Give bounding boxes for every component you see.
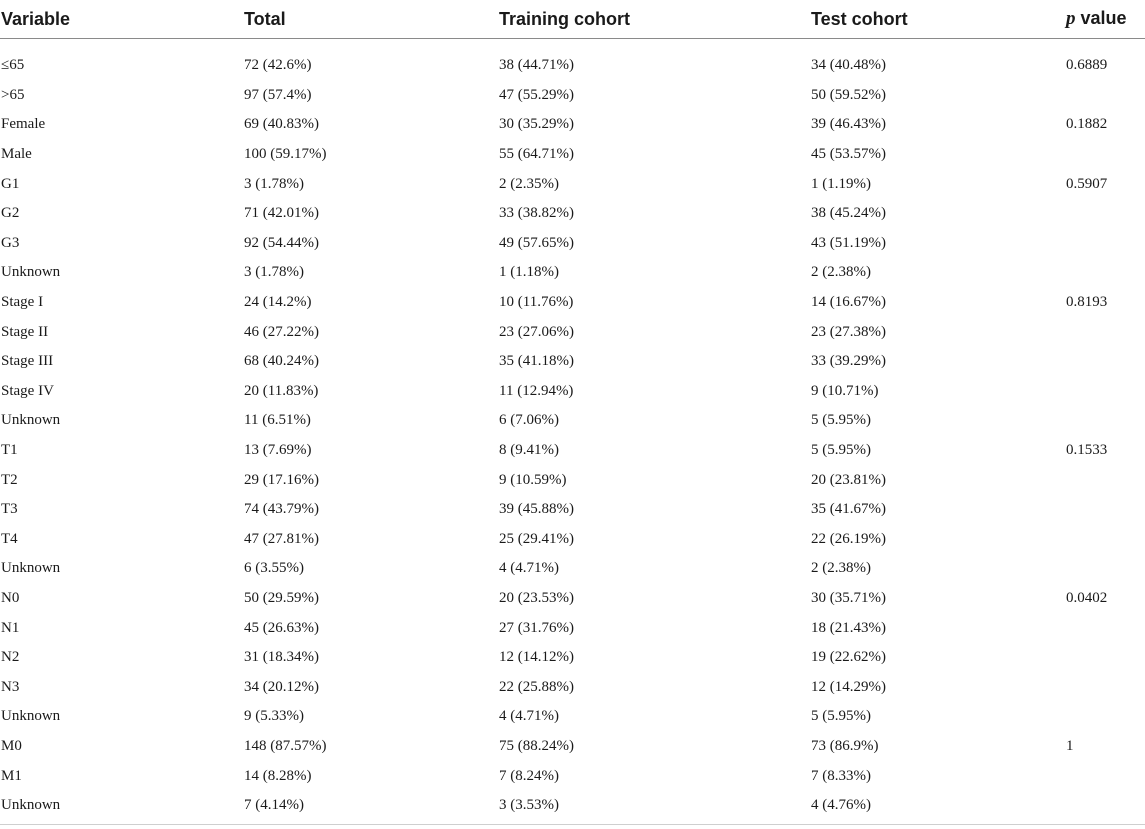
cell-variable: G3 bbox=[1, 234, 20, 251]
table-row bbox=[0, 584, 1145, 614]
cell-training-cohort: 12 (14.12%) bbox=[499, 649, 574, 666]
header-total: Total bbox=[243, 0, 498, 39]
cell-variable: Stage I bbox=[1, 294, 44, 311]
table-row bbox=[0, 317, 1145, 347]
cell-test-cohort: 4 (4.76%) bbox=[810, 791, 1065, 825]
cell-test-cohort: 23 (27.38%) bbox=[811, 323, 886, 340]
table-row bbox=[0, 554, 1145, 584]
cell-training-cohort: 22 (25.88%) bbox=[499, 678, 574, 695]
cell-training-cohort: 11 (12.94%) bbox=[499, 382, 574, 399]
cell-variable: N2 bbox=[1, 649, 20, 666]
cell-variable: >65 bbox=[1, 86, 25, 103]
cell-variable: T2 bbox=[1, 471, 18, 488]
cell-p-value bbox=[1065, 702, 1145, 732]
cell-p-value: 0.1533 bbox=[1066, 442, 1108, 459]
cell-test-cohort: 43 (51.19%) bbox=[811, 234, 886, 251]
cell-variable: Unknown bbox=[0, 791, 243, 825]
cell-test-cohort: 14 (16.67%) bbox=[811, 294, 886, 311]
cell-test-cohort: 50 (59.52%) bbox=[811, 86, 886, 103]
cell-training-cohort: 4 (4.71%) bbox=[499, 708, 559, 725]
cell-total: 9 (5.33%) bbox=[244, 708, 304, 725]
cell-test-cohort: 30 (35.71%) bbox=[811, 589, 886, 606]
table-row bbox=[0, 258, 1145, 288]
cell-p-value: 0.1882 bbox=[1066, 116, 1108, 133]
cell-test-cohort: 33 (39.29%) bbox=[811, 353, 886, 370]
header-p-label: value bbox=[1075, 8, 1127, 28]
cell-training-cohort: 39 (45.88%) bbox=[499, 501, 574, 518]
table-row bbox=[0, 761, 1145, 791]
cell-p-value bbox=[1065, 229, 1145, 259]
cell-training-cohort: 9 (10.59%) bbox=[499, 471, 567, 488]
table-row bbox=[0, 347, 1145, 377]
cell-total: 74 (43.79%) bbox=[244, 501, 319, 518]
cell-training-cohort: 6 (7.06%) bbox=[499, 412, 559, 429]
table-body bbox=[0, 39, 1145, 825]
cell-training-cohort: 30 (35.29%) bbox=[499, 116, 574, 133]
cell-p-value: 0.5907 bbox=[1066, 175, 1108, 192]
cell-test-cohort: 39 (46.43%) bbox=[811, 116, 886, 133]
cell-p-value bbox=[1065, 317, 1145, 347]
cell-total: 47 (27.81%) bbox=[244, 530, 319, 547]
cell-total: 20 (11.83%) bbox=[244, 382, 319, 399]
cell-training-cohort: 75 (88.24%) bbox=[499, 737, 574, 754]
table-header bbox=[0, 0, 1145, 39]
cell-training-cohort: 23 (27.06%) bbox=[499, 323, 574, 340]
cell-variable: Male bbox=[1, 146, 32, 163]
cell-p-value bbox=[1065, 140, 1145, 170]
table-row bbox=[0, 140, 1145, 170]
cell-variable: N3 bbox=[1, 678, 20, 695]
cell-variable: G1 bbox=[1, 175, 20, 192]
table-row bbox=[0, 525, 1145, 555]
cell-variable: T3 bbox=[1, 501, 18, 518]
cell-test-cohort: 2 (2.38%) bbox=[811, 264, 871, 281]
header-training-cohort: Training cohort bbox=[498, 0, 810, 39]
cell-training-cohort: 38 (44.71%) bbox=[499, 57, 574, 74]
cell-test-cohort: 9 (10.71%) bbox=[811, 382, 879, 399]
cell-training-cohort: 2 (2.35%) bbox=[499, 175, 559, 192]
cell-total: 29 (17.16%) bbox=[244, 471, 319, 488]
cell-training-cohort: 3 (3.53%) bbox=[498, 791, 810, 825]
cell-variable: M1 bbox=[1, 767, 22, 784]
cell-total: 69 (40.83%) bbox=[244, 116, 319, 133]
cell-training-cohort: 35 (41.18%) bbox=[499, 353, 574, 370]
cell-p-value bbox=[1065, 347, 1145, 377]
cell-p-value bbox=[1065, 761, 1145, 791]
cell-p-value bbox=[1065, 495, 1145, 525]
cell-variable: Unknown bbox=[1, 412, 61, 429]
cell-total: 72 (42.6%) bbox=[244, 57, 312, 74]
cell-p-value: 0.0402 bbox=[1066, 589, 1108, 606]
table-row bbox=[0, 288, 1145, 318]
cell-training-cohort: 33 (38.82%) bbox=[499, 205, 574, 222]
header-variable: Variable bbox=[0, 0, 243, 39]
cell-test-cohort: 1 (1.19%) bbox=[811, 175, 871, 192]
cell-test-cohort: 5 (5.95%) bbox=[811, 442, 871, 459]
cell-variable: N1 bbox=[1, 619, 20, 636]
table-row bbox=[0, 702, 1145, 732]
cell-test-cohort: 7 (8.33%) bbox=[811, 767, 871, 784]
cell-total: 6 (3.55%) bbox=[244, 560, 304, 577]
cell-p-value bbox=[1065, 525, 1145, 555]
cell-p-value bbox=[1065, 465, 1145, 495]
header-test-cohort: Test cohort bbox=[810, 0, 1065, 39]
header-p-value bbox=[1065, 0, 1145, 39]
cell-training-cohort: 27 (31.76%) bbox=[499, 619, 574, 636]
table-row bbox=[0, 110, 1145, 140]
table-row bbox=[0, 643, 1145, 673]
cell-variable: T4 bbox=[1, 530, 18, 547]
cell-test-cohort: 5 (5.95%) bbox=[811, 708, 871, 725]
cell-total: 68 (40.24%) bbox=[244, 353, 319, 370]
cell-variable: Stage III bbox=[1, 353, 54, 370]
table-row bbox=[0, 465, 1145, 495]
table-row bbox=[0, 39, 1145, 81]
cell-total: 148 (87.57%) bbox=[244, 737, 327, 754]
cell-p-value: 0.6889 bbox=[1066, 57, 1108, 74]
cell-total: 14 (8.28%) bbox=[244, 767, 312, 784]
cell-variable: ≤65 bbox=[1, 57, 25, 74]
cell-p-value bbox=[1065, 554, 1145, 584]
cell-p-value bbox=[1065, 791, 1145, 825]
cell-test-cohort: 18 (21.43%) bbox=[811, 619, 886, 636]
cell-total: 100 (59.17%) bbox=[244, 146, 327, 163]
cell-test-cohort: 19 (22.62%) bbox=[811, 649, 886, 666]
table-row bbox=[0, 732, 1145, 762]
cell-total: 50 (29.59%) bbox=[244, 589, 319, 606]
cell-training-cohort: 4 (4.71%) bbox=[499, 560, 559, 577]
cell-variable: G2 bbox=[1, 205, 20, 222]
cell-training-cohort: 47 (55.29%) bbox=[499, 86, 574, 103]
cell-total: 34 (20.12%) bbox=[244, 678, 319, 695]
cell-p-value bbox=[1065, 199, 1145, 229]
cell-p-value bbox=[1065, 258, 1145, 288]
cell-total: 45 (26.63%) bbox=[244, 619, 319, 636]
table-row bbox=[0, 613, 1145, 643]
table-row bbox=[0, 81, 1145, 111]
table-row bbox=[0, 199, 1145, 229]
cell-test-cohort: 73 (86.9%) bbox=[811, 737, 879, 754]
table-row bbox=[0, 377, 1145, 407]
table-row bbox=[0, 495, 1145, 525]
cell-p-value bbox=[1065, 81, 1145, 111]
cell-p-value bbox=[1065, 643, 1145, 673]
cell-variable: N0 bbox=[1, 589, 20, 606]
table-row bbox=[0, 406, 1145, 436]
cell-training-cohort: 1 (1.18%) bbox=[499, 264, 559, 281]
cell-p-value: 0.8193 bbox=[1066, 294, 1108, 311]
cell-total: 7 (4.14%) bbox=[243, 791, 498, 825]
cell-p-value: 1 bbox=[1066, 737, 1074, 754]
cell-p-value bbox=[1065, 406, 1145, 436]
table-row bbox=[0, 169, 1145, 199]
cell-total: 11 (6.51%) bbox=[244, 412, 311, 429]
cell-variable: Female bbox=[1, 116, 46, 133]
cell-variable: T1 bbox=[1, 442, 18, 459]
table-row bbox=[0, 229, 1145, 259]
cell-total: 13 (7.69%) bbox=[244, 442, 312, 459]
cell-variable: Stage IV bbox=[1, 382, 54, 399]
cell-training-cohort: 8 (9.41%) bbox=[499, 442, 559, 459]
cell-test-cohort: 2 (2.38%) bbox=[811, 560, 871, 577]
table-row bbox=[0, 436, 1145, 466]
cell-total: 3 (1.78%) bbox=[244, 264, 304, 281]
cell-variable: Unknown bbox=[1, 708, 61, 725]
header-p-symbol: p bbox=[1066, 8, 1076, 29]
cell-variable: Unknown bbox=[1, 560, 61, 577]
cell-training-cohort: 55 (64.71%) bbox=[499, 146, 574, 163]
table-row bbox=[0, 791, 1145, 825]
cell-total: 71 (42.01%) bbox=[244, 205, 319, 222]
cell-training-cohort: 7 (8.24%) bbox=[499, 767, 559, 784]
cell-p-value bbox=[1065, 377, 1145, 407]
cell-test-cohort: 12 (14.29%) bbox=[811, 678, 886, 695]
cell-test-cohort: 38 (45.24%) bbox=[811, 205, 886, 222]
cell-test-cohort: 20 (23.81%) bbox=[811, 471, 886, 488]
cell-total: 46 (27.22%) bbox=[244, 323, 319, 340]
cell-variable: Stage II bbox=[1, 323, 49, 340]
cell-training-cohort: 25 (29.41%) bbox=[499, 530, 574, 547]
cell-total: 24 (14.2%) bbox=[244, 294, 312, 311]
cell-test-cohort: 45 (53.57%) bbox=[811, 146, 886, 163]
cell-training-cohort: 20 (23.53%) bbox=[499, 589, 574, 606]
cell-total: 97 (57.4%) bbox=[244, 86, 312, 103]
cell-variable: M0 bbox=[1, 737, 22, 754]
table-row bbox=[0, 672, 1145, 702]
cell-total: 3 (1.78%) bbox=[244, 175, 304, 192]
cell-p-value bbox=[1065, 613, 1145, 643]
cell-total: 31 (18.34%) bbox=[244, 649, 319, 666]
header-row bbox=[0, 0, 1145, 39]
cell-p-value bbox=[1065, 672, 1145, 702]
cell-training-cohort: 49 (57.65%) bbox=[499, 234, 574, 251]
cell-test-cohort: 35 (41.67%) bbox=[811, 501, 886, 518]
cell-total: 92 (54.44%) bbox=[244, 234, 319, 251]
cell-training-cohort: 10 (11.76%) bbox=[499, 294, 574, 311]
cell-test-cohort: 5 (5.95%) bbox=[811, 412, 871, 429]
cell-test-cohort: 22 (26.19%) bbox=[811, 530, 886, 547]
cell-variable: Unknown bbox=[1, 264, 61, 281]
cell-test-cohort: 34 (40.48%) bbox=[811, 57, 886, 74]
